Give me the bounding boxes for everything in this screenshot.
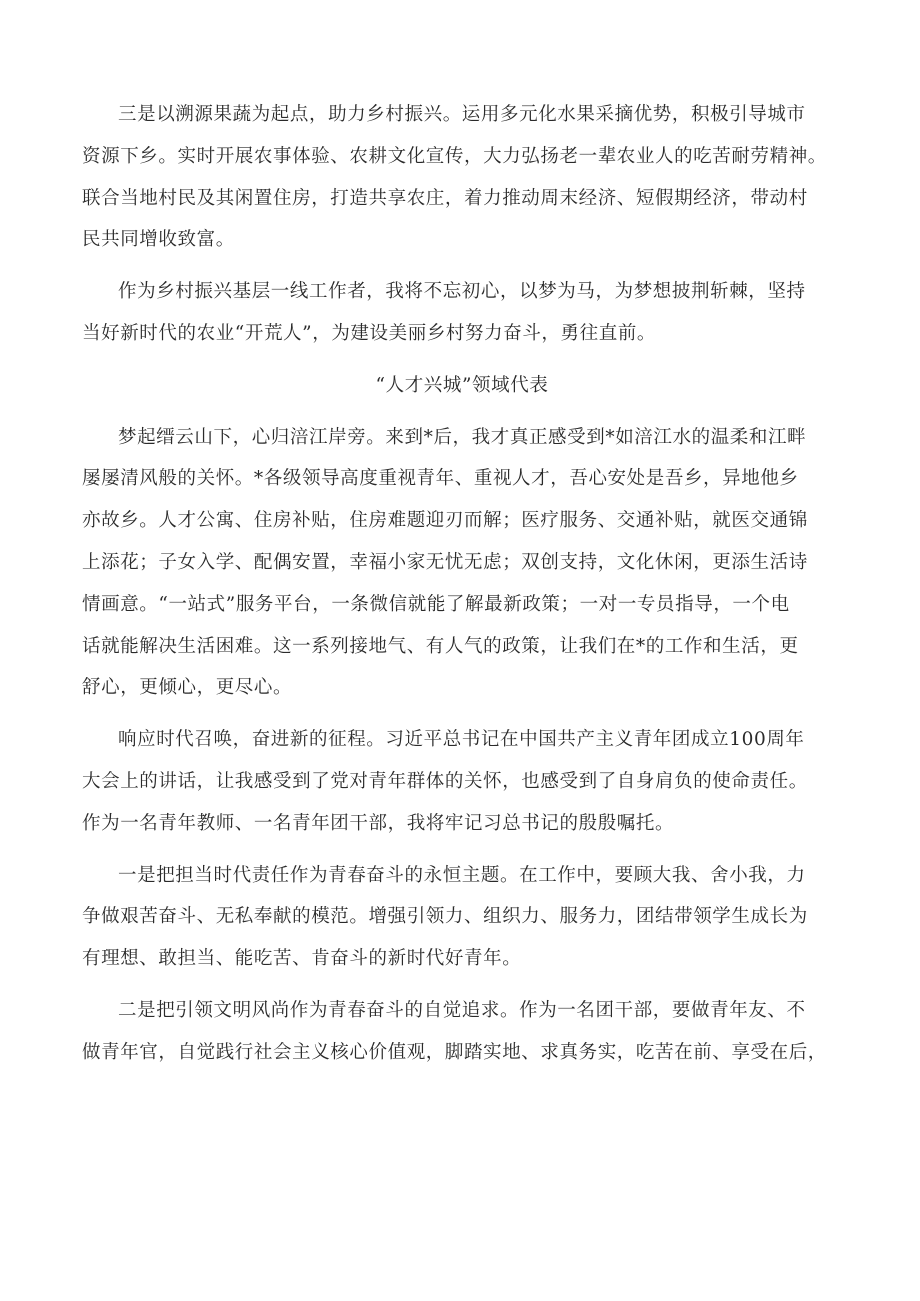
text-line: 有理想、敢担当、能吃苦、肯奋斗的新时代好青年。 xyxy=(82,948,522,970)
paragraph-responsibility xyxy=(82,855,842,980)
text-line: 屡屡清风般的关怀。*各级领导高度重视青年、重视人才，吾心安处是吾乡，异地他乡 xyxy=(82,468,799,490)
text-line: 梦起缙云山下，心归涪江岸旁。来到*后，我才真正感受到*如涪江水的温柔和江畔 xyxy=(118,426,807,448)
text-line: 上添花；子女入学、配偶安置，幸福小家无忧无虑；双创支持，文化休闲，更添生活诗 xyxy=(82,551,808,573)
text-line: 舒心，更倾心，更尽心。 xyxy=(82,677,293,699)
paragraph-civilization xyxy=(82,990,842,1074)
text-line: 联合当地村民及其闲置住房，打造共享农庄，着力推动周末经济、短假期经济，带动村 xyxy=(82,187,808,209)
text-line: 三是以溯源果蔬为起点，助力乡村振兴。运用多元化水果采摘优势，积极引导城市 xyxy=(118,104,806,125)
paragraph-talent-policy xyxy=(82,417,842,710)
text-line: 情画意。“一站式”服务平台，一条微信就能了解最新政策；一对一专员指导，一个电 xyxy=(82,593,790,615)
text-line: 争做艰苦奋斗、无私奉献的模范。增强引领力、组织力、服务力，团结带领学生成长为 xyxy=(82,906,808,928)
text-line: 话就能解决生活困难。这一系列接地气、有人气的政策，让我们在*的工作和生活，更 xyxy=(82,635,799,657)
text-line: 当好新时代的农业“开荒人”，为建设美丽乡村努力奋斗，勇往直前。 xyxy=(82,322,657,344)
text-line: 一是把担当时代责任作为青春奋斗的永恒主题。在工作中，要顾大我、舍小我，力 xyxy=(118,864,806,886)
text-line: 亦故乡。人才公寓、住房补贴，住房难题迎刃而解；医疗服务、交通补贴，就医交通锦 xyxy=(82,510,808,532)
section-heading: “人才兴城”领域代表 xyxy=(375,374,549,396)
text-line: 大会上的讲话，让我感受到了党对青年群体的关怀，也感受到了自身肩负的使命责任。 xyxy=(82,770,808,792)
paragraph-youth-call xyxy=(82,719,842,844)
text-line: 二是把引领文明风尚作为青春奋斗的自觉追求。作为一名团干部，要做青年友、不 xyxy=(118,999,806,1021)
text-line: 民共同增收致富。 xyxy=(82,229,235,251)
text-line: 资源下乡。实时开展农事体验、农耕文化宣传，大力弘扬老一辈农业人的吃苦耐劳精神。 xyxy=(82,145,827,167)
text-line: 作为乡村振兴基层一线工作者，我将不忘初心，以梦为马，为梦想披荆斩棘，坚持 xyxy=(118,281,806,303)
text-line: 做青年官，自觉践行社会主义核心价值观，脚踏实地、求真务实，吃苦在前、享受在后， xyxy=(82,1041,827,1063)
paragraph-rural-fruit xyxy=(82,94,842,261)
paragraph-rural-pledge xyxy=(82,271,842,355)
document-body xyxy=(82,94,842,1084)
text-line: 响应时代召唤，奋进新的征程。习近平总书记在中国共产主义青年团成立100周年 xyxy=(118,729,805,751)
text-line: 作为一名青年教师、一名青年团干部，我将牢记习总书记的殷殷嘱托。 xyxy=(82,812,675,834)
